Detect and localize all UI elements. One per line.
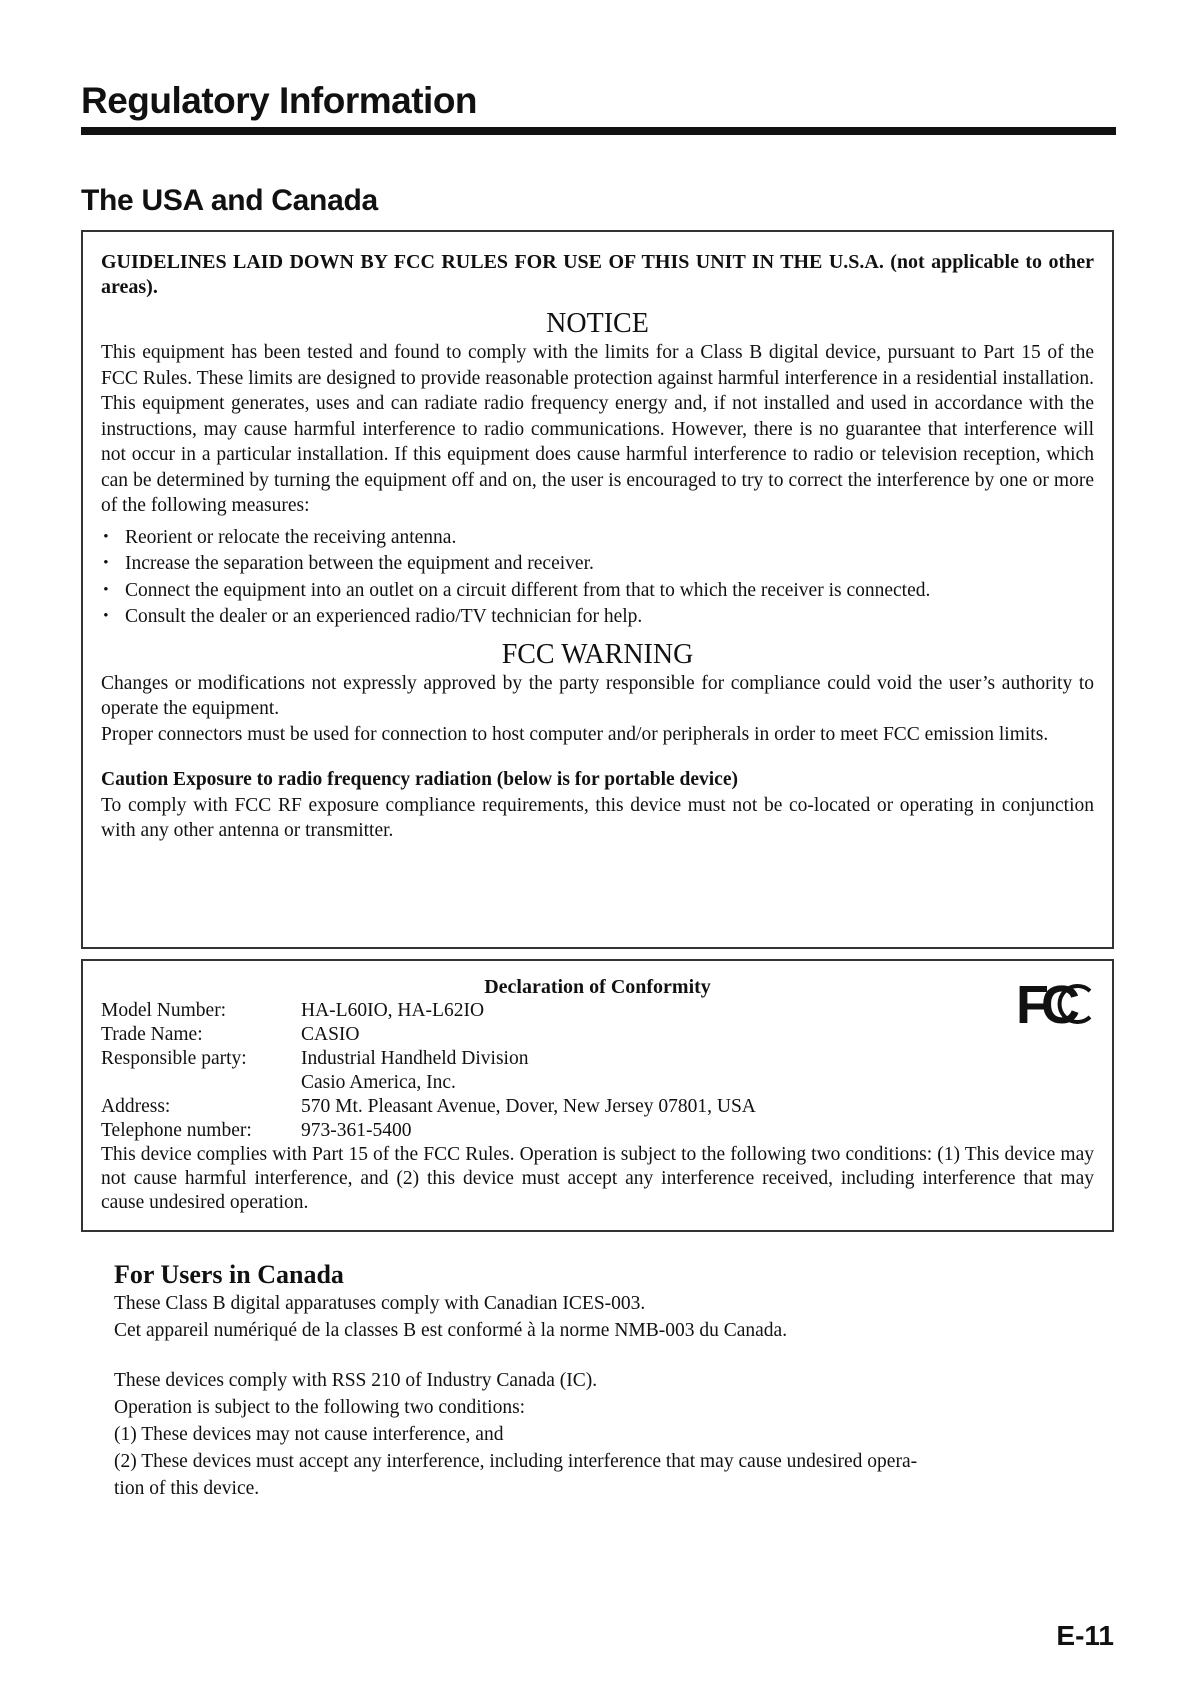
telephone-value: 973-361-5400: [301, 1120, 412, 1141]
trade-name-row: [101, 1023, 1094, 1047]
bullet-icon: ･: [101, 606, 111, 627]
list-item-text: Increase the separation between the equipment and receiver.: [125, 553, 594, 574]
list-item-text: Consult the dealer or an experienced radio/TV technician for help.: [125, 606, 643, 627]
nmb-statement: Cet appareil numériqué de la classes B est conformé à la norme NMB-003 du Canada.: [114, 1320, 788, 1341]
list-item: [101, 525, 1094, 552]
telephone-row: [101, 1119, 1094, 1143]
interference-measures-list: [101, 525, 1094, 631]
title-divider: [81, 127, 1116, 135]
fcc-warning-text: Changes or modifications not expressly approved by the party responsible for compliance could void the user’s authority to operate the equipment.: [101, 672, 1094, 719]
fcc-logo-text: FC: [1016, 975, 1072, 1031]
fcc-logo-icon: [1016, 975, 1096, 1031]
declaration-heading: Declaration of Conformity: [484, 976, 711, 998]
responsible-party-row: [101, 1047, 1094, 1071]
telephone-label: Telephone number:: [101, 1120, 252, 1141]
address-row: [101, 1095, 1094, 1119]
caution-title: Caution Exposure to radio frequency radiation (below is for portable device): [101, 769, 738, 790]
fcc-notice-box: [81, 230, 1114, 949]
compliance-text: This device complies with Part 15 of the FCC Rules. Operation is subject to the following two conditions: (1) This device may not cause harmful interference, and (2) this device must accept any interference received, including interference that may cause undesired operation.: [101, 1144, 1094, 1213]
list-item: [101, 604, 1094, 631]
responsible-party-label: Responsible party:: [101, 1048, 247, 1069]
address-value: 570 Mt. Pleasant Avenue, Dover, New Jersey 07801, USA: [301, 1096, 756, 1117]
list-item-text: Reorient or relocate the receiving antenna.: [125, 526, 457, 548]
declaration-of-conformity-box: [81, 959, 1114, 1232]
caution-text: To comply with FCC RF exposure compliance requirements, this device must not be co-located or operating in conjunction with any other antenna or transmitter.: [101, 794, 1094, 841]
address-label: Address:: [101, 1096, 171, 1117]
bullet-icon: ･: [101, 526, 111, 548]
responsible-party-company: Casio America, Inc.: [301, 1072, 456, 1093]
section-title: The USA and Canada: [81, 184, 378, 217]
trade-name-value: CASIO: [301, 1024, 360, 1045]
fcc-guidelines-text: GUIDELINES LAID DOWN BY FCC RULES FOR USE OF THIS UNIT IN THE U.S.A. (not applicable to other areas).: [101, 251, 1094, 298]
list-item: [101, 578, 1094, 605]
canada-title: For Users in Canada: [114, 1260, 344, 1289]
responsible-party-value: Industrial Handheld Division: [301, 1048, 529, 1069]
condition-2-continued: tion of this device.: [114, 1478, 260, 1499]
connectors-text: Proper connectors must be used for connection to host computer and/or peripherals in order to meet FCC emission limits.: [101, 723, 1049, 745]
bullet-icon: ･: [101, 553, 111, 574]
model-value: HA-L60IO, HA-L62IO: [301, 1000, 485, 1021]
page-title: Regulatory Information: [81, 80, 478, 121]
condition-2: (2) These devices must accept any interference, including interference that may cause undesired opera-: [114, 1451, 918, 1472]
conditions-intro: Operation is subject to the following two conditions:: [114, 1397, 526, 1418]
list-item-text: Connect the equipment into an outlet on a circuit different from that to which the receiver is connected.: [125, 579, 931, 601]
bullet-icon: ･: [101, 579, 111, 601]
canada-section: [114, 1260, 1114, 1502]
fcc-warning-heading: FCC WARNING: [501, 638, 694, 670]
page-number: E-11: [1056, 1620, 1114, 1651]
notice-text: This equipment has been tested and found to comply with the limits for a Class B digital device, pursuant to Part 15 of the FCC Rules. These limits are designed to provide reasonable protection against harmful interference in a residential installation. This equipment generates, uses and can radiate radio frequency energy and, if not installed and used in accordance with the instructions, may cause harmful interference to radio communications. However, there is no guarantee that interference will not occur in a particular installation. If this equipment does cause harmful interference to radio or television reception, which can be determined by turning the equipment off and on, the user is encouraged to try to correct the interference by one or more of the following measures:: [101, 342, 1094, 516]
trade-name-label: Trade Name:: [101, 1024, 203, 1045]
list-item: [101, 551, 1094, 578]
model-label: Model Number:: [101, 1000, 227, 1021]
model-row: [101, 999, 1094, 1023]
rss-statement: These devices comply with RSS 210 of Industry Canada (IC).: [114, 1370, 598, 1391]
notice-heading: NOTICE: [546, 308, 649, 339]
responsible-party-row-2: [101, 1071, 1094, 1095]
condition-1: (1) These devices may not cause interference, and: [114, 1424, 504, 1445]
ices-statement: These Class B digital apparatuses comply with Canadian ICES-003.: [114, 1293, 646, 1314]
